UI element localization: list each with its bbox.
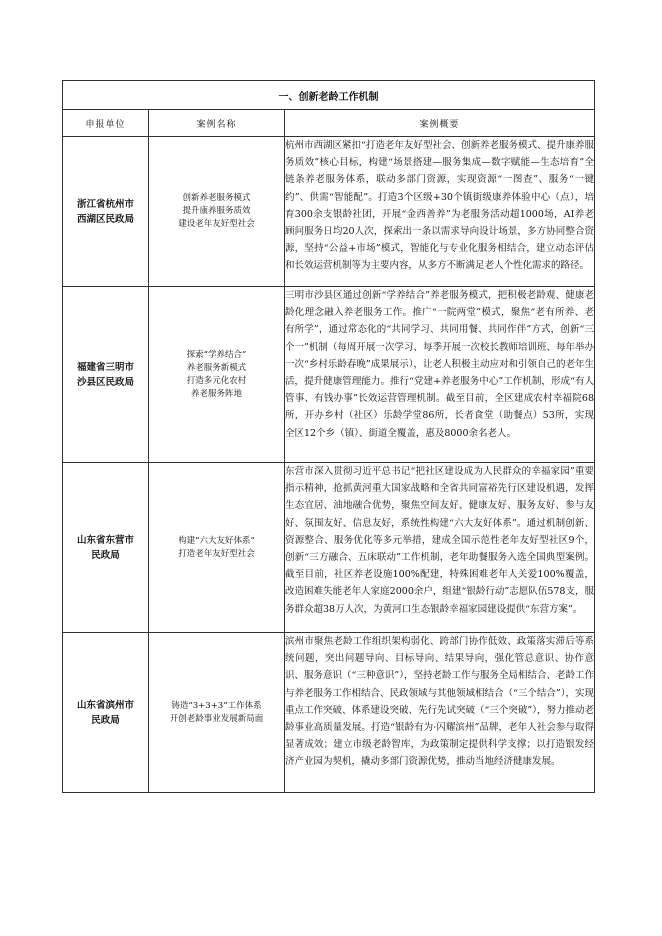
header-summary: 案例概要 <box>285 110 595 137</box>
unit-cell <box>63 287 149 463</box>
case-name-line: 铸造“3+3+3”工作体系 <box>171 700 262 711</box>
header-unit: 申报单位 <box>63 110 149 137</box>
table-row <box>63 287 595 463</box>
unit-line: 民政局 <box>91 549 120 561</box>
case-name-line: 打造多元化农村 <box>186 375 247 386</box>
case-name-cell <box>149 633 285 793</box>
summary-cell: 三明市沙县区通过创新“学养结合”养老服务模式，把积极老龄观、健康老龄化理念融入养老服务工作。推广“一院两堂”模式，聚焦“老有所养、老有所学”，通过常态化的“共同学习、共同用餐、共同作伴”方式，创新“三个一”机制（每周开展一次学习、每季开展一次校长教师培训班、每年举办一次“乡村乐龄春晚”成果展示），让老人积极主动应对和引领自己的老年生活，提升健康管理能力。推行“党建+养老服务中心”工作机制，形成“有人管事、有钱办事”长效运营管理机制。截至目前，全区建成农村幸福院68所，开办乡村（社区）乐龄学堂86所，长者食堂（助餐点）53所，实现全区12个乡（镇）、街道全覆盖，惠及8000余名老人。 <box>285 287 595 463</box>
summary-cell: 滨州市聚焦老龄工作组织架构弱化、跨部门协作低效、政策落实滞后等系统问题，突出问题导向、目标导向、结果导向，强化管总意识、协作意识、服务意识（“三种意识”），坚持老龄工作与服务全局相结合、老龄工作与养老服务工作相结合、民政领域与其他领域相结合（“三个结合”），实现重点工作突破、体系建设突破、先行先试突破（“三个突破”），努力推动老龄事业高质量发展。打造“银龄有为·闪耀滨州”品牌，老年人社会参与取得显著成效；建立市级老龄智库，为政策制定提供科学支撑；以打造银发经济产业园为契机，撬动多部门资源优势，推动当地经济健康发展。 <box>285 633 595 793</box>
section-title: 一、创新老龄工作机制 <box>63 81 595 110</box>
unit-line: 沙县区民政局 <box>76 376 134 388</box>
case-name-line: 建设老年友好型社会 <box>178 219 255 229</box>
case-name-line: 提升康养服务质效 <box>182 206 251 216</box>
unit-line: 浙江省杭州市 <box>76 198 134 210</box>
table-row <box>63 137 595 287</box>
unit-line: 民政局 <box>91 714 120 726</box>
table-row <box>63 633 595 793</box>
case-name-line: 构建“六大友好体系” <box>178 535 255 546</box>
section-title-row <box>63 81 595 110</box>
case-name-line: 养老服务阵地 <box>190 388 242 399</box>
case-name-line: 探索“学养结合” <box>186 349 247 360</box>
case-name-line: 养老服务新模式 <box>186 362 247 373</box>
case-name-cell <box>149 463 285 633</box>
unit-cell <box>63 463 149 633</box>
case-table <box>62 80 595 793</box>
case-name-line: 创新养老服务模式 <box>182 193 251 203</box>
summary-cell: 杭州市西湖区紧扣“打造老年友好型社会、创新养老服务模式、提升康养服务质效”核心目标，构建“场景搭建—服务集成—数字赋能—生态培育”全链条养老服务体系，联动多部门资源，实现资源“一图查”、服务“一键约”、供需“智能配”。打造3个区级+30个镇街级康养体验中心（点），培育300余支银龄社团，开展“金西善养”为老服务活动超1000场，AI养老顾问服务日均20人次，探索出一条以需求导向设计场景，多方协同整合资源，坚持“公益+市场”模式，智能化与专业化服务相结合，建立动态评估和长效运营机制等为主要内容，从多方不断满足老人个性化需求的路径。 <box>285 137 595 287</box>
unit-line: 福建省三明市 <box>76 361 134 373</box>
unit-cell <box>63 137 149 287</box>
case-name-cell <box>149 137 285 287</box>
unit-line: 西湖区民政局 <box>76 213 134 225</box>
unit-line: 山东省滨州市 <box>76 699 134 711</box>
table-row <box>63 463 595 633</box>
case-name-cell <box>149 287 285 463</box>
unit-cell <box>63 633 149 793</box>
header-row <box>63 110 595 137</box>
case-name-line: 开创老龄事业发展新局面 <box>169 713 264 724</box>
summary-cell: 东营市深入贯彻习近平总书记“把社区建设成为人民群众的幸福家园”重要指示精神，抢抓黄河重大国家战略和全省共同富裕先行区建设机遇，发挥生态宜居、油地融合优势，聚焦空间友好、健康友好、服务友好、参与友好、氛围友好、信息友好，系统性构建“六大友好体系”。通过机制创新、资源整合、服务优化等多元举措，建成全国示范性老年友好型社区9个，创新“三方融合、五床联动”工作机制，老年助餐服务入选全国典型案例。截至目前，社区养老设施100%配建，特殊困难老年人关爱100%覆盖，改造困难失能老年人家庭2000余户，组建“银龄行动”志愿队伍578支，服务群众超38万人次，为黄河口生态银龄幸福家园建设提供“东营方案”。 <box>285 463 595 633</box>
header-case-name: 案例名称 <box>149 110 285 137</box>
unit-line: 山东省东营市 <box>76 534 134 546</box>
case-name-line: 打造老年友好型社会 <box>178 548 255 559</box>
